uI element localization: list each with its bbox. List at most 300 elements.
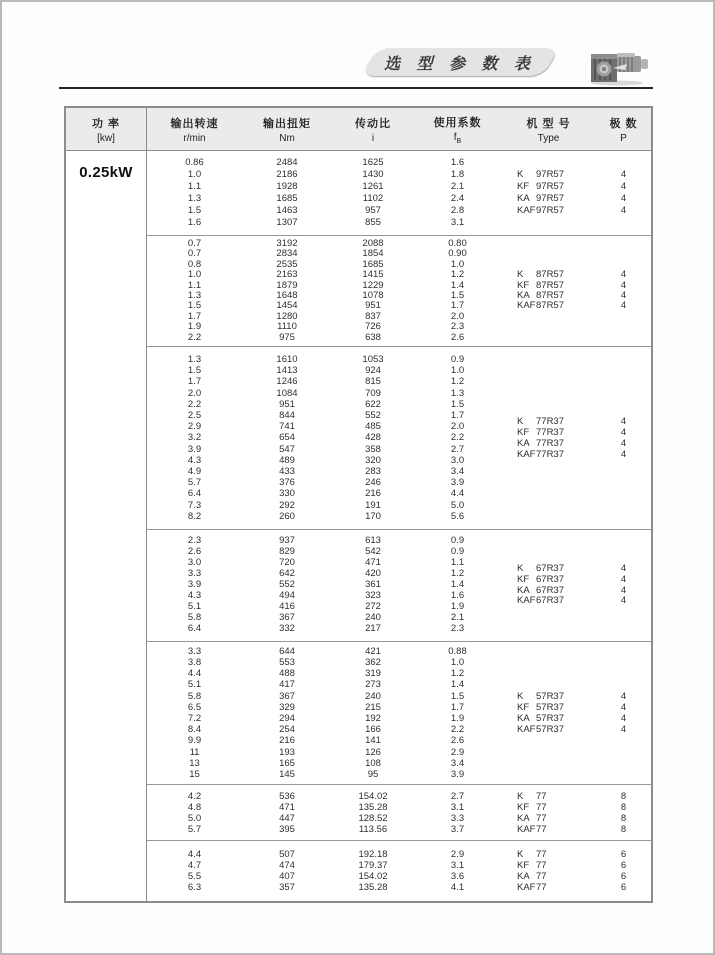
ratio-value: 638 [365, 331, 381, 343]
model-column [501, 841, 596, 901]
poles-value: 4 [620, 279, 627, 291]
speed-value: 4.4 [187, 849, 202, 860]
ratio-column [332, 530, 414, 641]
speed-value: 4.7 [187, 860, 202, 871]
model-value [517, 181, 564, 193]
factor-value: 2.2 [450, 724, 465, 736]
factor-value: 3.1 [450, 801, 465, 813]
model-code: 77 [536, 871, 547, 882]
model-prefix: KF [517, 701, 530, 713]
torque-value: 3192 [276, 238, 298, 250]
speed-value: 4.3 [187, 454, 202, 466]
ratio-value: 154.02 [358, 871, 388, 882]
ratio-value: 95 [367, 768, 379, 780]
speed-value: 1.1 [187, 181, 202, 192]
poles-value: 4 [620, 724, 627, 736]
torque-value: 367 [279, 690, 295, 702]
torque-value: 937 [279, 535, 295, 547]
header-speed-label: 输出转速 [170, 117, 219, 130]
ratio-value: 141 [365, 735, 381, 747]
model-prefix: KF [517, 426, 530, 438]
torque-value: 553 [279, 657, 295, 669]
torque-value: 1610 [276, 354, 298, 366]
torque-value: 294 [279, 713, 295, 724]
model-prefix: KAF [517, 300, 536, 312]
speed-value: 2.6 [187, 546, 202, 558]
factor-value: 2.4 [450, 193, 465, 204]
factor-value: 1.7 [450, 701, 465, 713]
model-code: 77 [536, 812, 547, 824]
torque-value: 1928 [276, 181, 298, 192]
header-factor-unit: $f_B$ [453, 131, 462, 145]
ratio-value: 108 [365, 757, 381, 769]
ratio-value: 166 [365, 724, 381, 736]
model-code: 77R37 [536, 426, 564, 438]
poles-value: 8 [620, 823, 627, 835]
factor-value: 1.7 [450, 410, 465, 422]
poles-value: 4 [620, 701, 627, 713]
speed-value: 6.4 [187, 488, 202, 500]
factor-value: 0.80 [448, 238, 467, 250]
speed-value: 6.3 [187, 882, 202, 893]
speed-value: 5.1 [187, 679, 202, 691]
model-value [517, 596, 564, 607]
speed-value: 0.86 [185, 157, 204, 168]
torque-column [242, 151, 332, 235]
poles-value: 8 [620, 812, 627, 824]
torque-value: 1246 [276, 376, 298, 388]
model-code: 57R37 [536, 713, 564, 724]
speed-value: 5.8 [187, 611, 202, 623]
ratio-column [332, 841, 414, 901]
model-prefix: KA [517, 871, 530, 882]
factor-value: 3.9 [450, 768, 465, 780]
torque-value: 1648 [276, 290, 298, 301]
model-prefix: K [517, 562, 524, 574]
factor-value: 1.6 [450, 157, 465, 168]
model-value [517, 882, 547, 893]
torque-column [242, 236, 332, 346]
factor-value: 1.2 [450, 568, 465, 580]
factor-value: 2.0 [450, 310, 465, 322]
poles-value: 4 [620, 193, 627, 204]
factor-value: 2.3 [450, 622, 465, 634]
poles-value: 4 [620, 438, 627, 449]
torque-value: 474 [279, 860, 295, 871]
speed-value: 1.7 [187, 376, 202, 388]
table-section-5 [147, 642, 651, 785]
header-ratio-unit: i [371, 132, 375, 144]
ratio-value: 362 [365, 657, 381, 669]
model-value [517, 860, 547, 871]
poles-column [596, 530, 651, 641]
model-code: 77R37 [536, 438, 564, 449]
ratio-value: 1625 [362, 157, 384, 168]
model-code: 77 [536, 790, 547, 802]
header-model-unit: Type [537, 132, 560, 144]
factor-value: 1.5 [450, 290, 465, 301]
model-value [517, 802, 547, 813]
torque-column [242, 347, 332, 529]
ratio-value: 837 [365, 310, 381, 322]
speed-column [147, 841, 242, 901]
torque-value: 447 [279, 812, 295, 824]
poles-value: 4 [620, 713, 627, 724]
poles-value: 6 [620, 871, 627, 882]
torque-value: 165 [279, 757, 295, 769]
ratio-value: 240 [365, 690, 381, 702]
ratio-value: 1102 [362, 193, 384, 204]
torque-value: 216 [279, 735, 295, 747]
factor-value: 2.9 [450, 746, 465, 758]
factor-value: 3.1 [450, 217, 465, 228]
model-code: 97R57 [536, 169, 564, 180]
model-prefix: KF [517, 860, 530, 871]
ratio-column [332, 347, 414, 529]
model-column [501, 151, 596, 235]
ratio-value: 126 [365, 746, 381, 758]
header-poles-unit: P [620, 132, 627, 144]
model-value [517, 193, 564, 205]
torque-value: 1454 [276, 300, 298, 312]
poles-column [596, 236, 651, 346]
ratio-value: 622 [365, 398, 381, 410]
torque-column [242, 785, 332, 840]
torque-value: 489 [279, 454, 295, 466]
model-code: 57R37 [536, 690, 564, 702]
factor-value: 0.9 [450, 535, 465, 547]
factor-value: 1.0 [450, 258, 465, 270]
table-section-3 [147, 347, 651, 530]
torque-value: 357 [279, 882, 295, 893]
header-poles [596, 108, 651, 150]
speed-value: 1.3 [187, 193, 202, 204]
poles-column [596, 841, 651, 901]
speed-value: 1.3 [187, 290, 202, 301]
ratio-value: 283 [365, 465, 381, 477]
power-value: 0.25kW [79, 164, 133, 181]
torque-value: 507 [279, 849, 295, 860]
ratio-value: 135.28 [358, 801, 388, 813]
torque-value: 254 [279, 724, 295, 736]
model-code: 77R37 [536, 449, 564, 461]
speed-value: 1.9 [187, 321, 202, 333]
torque-value: 2535 [276, 258, 298, 270]
ratio-value: 320 [365, 454, 381, 466]
model-code: 87R57 [536, 279, 564, 291]
torque-value: 2163 [276, 269, 298, 281]
model-prefix: KA [517, 290, 530, 301]
model-value [517, 724, 564, 735]
speed-value: 2.2 [187, 398, 202, 410]
factor-value: 1.3 [450, 387, 465, 399]
factor-value: 3.4 [450, 465, 465, 477]
speed-value: 1.5 [187, 205, 202, 216]
model-code: 67R37 [536, 595, 564, 607]
ratio-value: 273 [365, 679, 381, 691]
selection-table [64, 106, 653, 903]
model-value [517, 427, 564, 438]
header-ratio [332, 108, 414, 150]
factor-value: 3.3 [450, 812, 465, 824]
factor-value: 1.8 [450, 169, 465, 180]
poles-value: 4 [620, 300, 627, 312]
model-value [517, 871, 547, 882]
ratio-value: 924 [365, 365, 381, 377]
model-prefix: KF [517, 801, 530, 813]
factor-value: 1.7 [450, 300, 465, 312]
ratio-column [332, 642, 414, 784]
ratio-value: 709 [365, 387, 381, 399]
torque-value: 1413 [276, 365, 298, 377]
speed-value: 3.8 [187, 657, 202, 669]
title-banner [361, 48, 559, 76]
torque-value: 488 [279, 668, 295, 680]
model-prefix: KAF [517, 205, 536, 216]
ratio-value: 246 [365, 477, 381, 489]
table-section-7 [147, 841, 651, 901]
ratio-value: 1415 [362, 269, 384, 281]
factor-column [414, 236, 501, 346]
torque-value: 260 [279, 510, 295, 522]
ratio-value: 179.37 [358, 860, 388, 871]
gearmotor-photo-svg [587, 46, 653, 86]
model-prefix: K [517, 169, 524, 180]
header-model [501, 108, 596, 150]
model-code: 67R37 [536, 573, 564, 585]
model-value [517, 449, 564, 460]
torque-value: 494 [279, 589, 295, 601]
header-factor-label: 使用系数 [433, 116, 482, 129]
model-prefix: KAF [517, 823, 536, 835]
table-section-6 [147, 785, 651, 841]
table-section-1 [147, 151, 651, 236]
speed-value: 2.0 [187, 387, 202, 399]
speed-value: 1.1 [187, 279, 202, 291]
factor-value: 3.4 [450, 757, 465, 769]
model-value [517, 438, 564, 449]
ratio-value: 485 [365, 421, 381, 433]
factor-column [414, 347, 501, 529]
factor-value: 0.9 [450, 546, 465, 558]
model-prefix: KF [517, 573, 530, 585]
factor-value: 2.8 [450, 205, 465, 216]
speed-value: 1.5 [187, 300, 202, 312]
torque-column [242, 642, 332, 784]
poles-value: 4 [620, 290, 627, 301]
model-code: 57R37 [536, 701, 564, 713]
factor-column [414, 530, 501, 641]
torque-value: 332 [279, 622, 295, 634]
factor-value: 3.6 [450, 871, 465, 882]
factor-value: 1.9 [450, 713, 465, 724]
model-code: 77 [536, 882, 547, 893]
torque-value: 2484 [276, 157, 298, 168]
speed-value: 5.1 [187, 600, 202, 612]
factor-column [414, 841, 501, 901]
speed-column [147, 236, 242, 346]
model-prefix: K [517, 790, 524, 802]
poles-value: 4 [620, 426, 627, 438]
poles-value: 4 [620, 690, 627, 702]
model-code: 97R57 [536, 181, 564, 192]
model-value [517, 691, 564, 702]
torque-value: 367 [279, 611, 295, 623]
header-divider [59, 87, 653, 89]
model-prefix: KA [517, 438, 530, 449]
model-code: 97R57 [536, 193, 564, 204]
ratio-value: 2088 [362, 238, 384, 250]
factor-value: 2.2 [450, 432, 465, 444]
factor-value: 1.1 [450, 557, 465, 569]
speed-value: 7.2 [187, 713, 202, 724]
ratio-value: 726 [365, 321, 381, 333]
ratio-value: 217 [365, 622, 381, 634]
ratio-value: 1685 [362, 258, 384, 270]
poles-column [596, 642, 651, 784]
model-code: 77R37 [536, 415, 564, 427]
torque-value: 975 [279, 331, 295, 343]
model-prefix: K [517, 269, 524, 281]
speed-value: 3.9 [187, 579, 202, 591]
torque-value: 951 [279, 398, 295, 410]
factor-value: 4.4 [450, 488, 465, 500]
speed-value: 1.3 [187, 354, 202, 366]
speed-value: 5.5 [187, 871, 202, 882]
poles-value: 4 [620, 269, 627, 281]
factor-column [414, 642, 501, 784]
poles-value: 4 [620, 181, 627, 192]
factor-value: 1.2 [450, 269, 465, 281]
ratio-value: 191 [365, 499, 381, 511]
speed-value: 2.5 [187, 410, 202, 422]
speed-value: 4.8 [187, 801, 202, 813]
factor-value: 2.6 [450, 331, 465, 343]
model-prefix: KF [517, 279, 530, 291]
model-prefix: KA [517, 193, 530, 204]
ratio-value: 1854 [362, 248, 384, 260]
factor-value: 0.9 [450, 354, 465, 366]
model-prefix: KAF [517, 595, 536, 607]
poles-value: 8 [620, 790, 627, 802]
speed-value: 4.2 [187, 790, 202, 802]
ratio-value: 957 [365, 205, 381, 216]
header-torque [242, 108, 332, 150]
factor-value: 3.7 [450, 823, 465, 835]
ratio-value: 1229 [362, 279, 384, 291]
torque-value: 654 [279, 432, 295, 444]
torque-value: 407 [279, 871, 295, 882]
factor-value: 1.2 [450, 668, 465, 680]
factor-value: 1.5 [450, 690, 465, 702]
factor-value: 1.0 [450, 365, 465, 377]
speed-value: 4.3 [187, 589, 202, 601]
table-header-row [66, 108, 651, 151]
speed-value: 6.5 [187, 701, 202, 713]
model-code: 97R57 [536, 205, 564, 216]
speed-value: 15 [189, 768, 200, 780]
ratio-value: 855 [365, 217, 381, 228]
header-torque-label: 输出扭矩 [263, 117, 311, 130]
speed-value: 3.2 [187, 432, 202, 444]
torque-value: 1110 [277, 321, 297, 333]
table-section-4 [147, 530, 651, 642]
header-torque-unit: Nm [279, 132, 295, 144]
poles-value: 8 [620, 801, 627, 813]
model-code: 67R37 [536, 584, 564, 596]
speed-value: 3.0 [187, 557, 202, 569]
ratio-value: 113.56 [358, 823, 388, 835]
model-value [517, 169, 564, 181]
ratio-value: 128.52 [358, 812, 388, 824]
ratio-value: 542 [365, 546, 381, 558]
torque-value: 552 [279, 579, 295, 591]
poles-value: 4 [620, 205, 627, 216]
model-value [517, 205, 564, 217]
ratio-value: 1078 [362, 290, 384, 301]
factor-value: 2.7 [450, 790, 465, 802]
factor-value: 5.6 [450, 510, 465, 522]
factor-column [414, 151, 501, 235]
torque-value: 2834 [276, 248, 298, 260]
factor-value: 4.1 [450, 882, 465, 893]
torque-value: 329 [279, 701, 295, 713]
model-column [501, 236, 596, 346]
speed-value: 1.6 [187, 217, 202, 228]
factor-value: 0.90 [448, 248, 467, 260]
speed-value: 7.3 [187, 499, 202, 511]
speed-value: 3.3 [187, 568, 202, 580]
ratio-value: 170 [365, 510, 381, 522]
factor-value: 1.9 [450, 600, 465, 612]
factor-value: 2.6 [450, 735, 465, 747]
header-poles-label: 极 数 [609, 117, 638, 130]
ratio-value: 272 [365, 600, 381, 612]
factor-value: 2.7 [450, 443, 465, 455]
model-column [501, 642, 596, 784]
factor-value: 2.1 [450, 181, 465, 192]
torque-value: 292 [279, 499, 295, 511]
factor-value: 2.3 [450, 321, 465, 333]
poles-column [596, 347, 651, 529]
ratio-value: 1430 [362, 169, 384, 180]
torque-value: 829 [279, 546, 295, 558]
ratio-value: 216 [365, 488, 381, 500]
ratio-column [332, 785, 414, 840]
poles-value: 4 [620, 169, 627, 180]
torque-value: 330 [279, 488, 295, 500]
ratio-value: 192.18 [358, 849, 388, 860]
model-code: 77 [536, 860, 547, 871]
speed-value: 2.3 [187, 535, 202, 547]
torque-value: 433 [279, 465, 295, 477]
torque-value: 416 [279, 600, 295, 612]
ratio-value: 319 [365, 668, 381, 680]
poles-value: 4 [620, 415, 627, 427]
speed-value: 0.8 [187, 258, 202, 270]
poles-value: 4 [620, 595, 627, 607]
factor-value: 5.0 [450, 499, 465, 511]
ratio-value: 552 [365, 410, 381, 422]
speed-value: 11 [189, 746, 200, 758]
torque-value: 1084 [276, 387, 298, 399]
model-code: 87R57 [536, 290, 564, 301]
ratio-value: 358 [365, 443, 381, 455]
factor-column [414, 785, 501, 840]
model-column [501, 530, 596, 641]
model-value [517, 713, 564, 724]
factor-value: 2.1 [450, 611, 465, 623]
